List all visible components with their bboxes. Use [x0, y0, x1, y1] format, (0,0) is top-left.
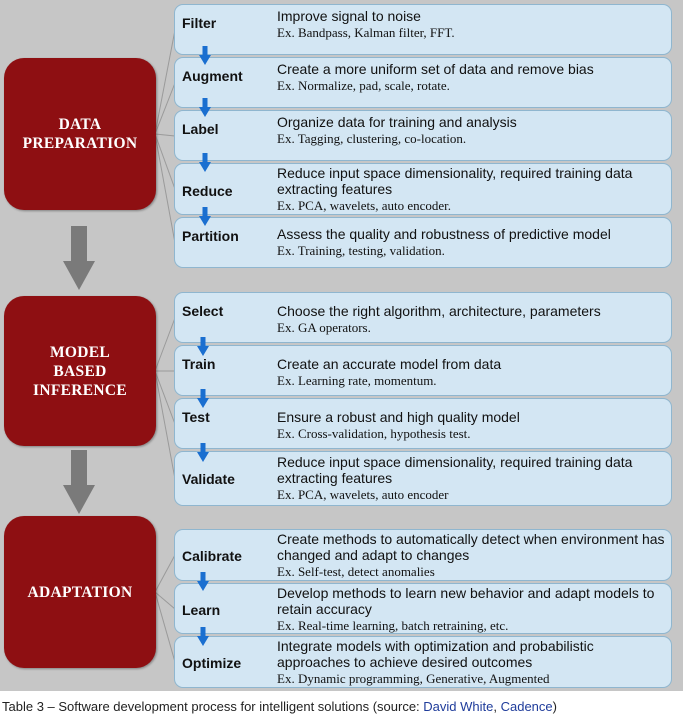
step-example: Ex. Self-test, detect anomalies	[277, 564, 435, 579]
step-example: Ex. Cross-validation, hypothesis test.	[277, 426, 471, 441]
connector-line	[155, 134, 175, 243]
step-arrow-icon	[197, 443, 209, 463]
caption-separator: ,	[493, 699, 501, 714]
step-description: Reduce input space dimensionality, required training data extracting features	[277, 454, 633, 486]
step-example: Ex. Training, testing, validation.	[277, 243, 445, 258]
step-label	[174, 110, 672, 161]
step-arrow-icon	[199, 98, 211, 118]
step-name: Calibrate	[182, 548, 242, 564]
step-arrow-icon	[197, 337, 209, 357]
step-example: Ex. Dynamic programming, Generative, Augmented	[277, 671, 550, 686]
connector-line	[155, 134, 175, 189]
step-description: Improve signal to noise	[277, 8, 421, 24]
step-select	[174, 292, 672, 343]
connector-line	[155, 83, 175, 134]
step-description: Assess the quality and robustness of predictive model	[277, 226, 611, 242]
step-name: Validate	[182, 471, 235, 487]
source-org-link[interactable]: Cadence	[500, 699, 553, 714]
flow-arrow-icon	[63, 450, 95, 514]
step-augment	[174, 57, 672, 108]
step-name: Train	[182, 356, 216, 372]
step-name: Partition	[182, 228, 239, 244]
step-example: Ex. Bandpass, Kalman filter, FFT.	[277, 25, 455, 40]
step-arrow-icon	[199, 46, 211, 66]
stage-adaptation	[4, 516, 156, 668]
step-description: Create a more uniform set of data and remove bias	[277, 61, 594, 77]
step-arrow-icon	[199, 207, 211, 227]
step-arrow-icon	[197, 572, 209, 592]
step-example: Ex. Learning rate, momentum.	[277, 373, 437, 388]
flow-arrow-icon	[63, 226, 95, 290]
step-name: Test	[182, 409, 210, 425]
step-calibrate	[174, 529, 672, 581]
step-arrow-icon	[197, 389, 209, 409]
step-name: Learn	[182, 602, 221, 618]
step-train	[174, 345, 672, 396]
step-filter	[174, 4, 672, 55]
connector-line	[155, 592, 175, 609]
caption-suffix: )	[552, 699, 557, 714]
step-name: Augment	[182, 68, 243, 84]
figure-caption	[2, 699, 557, 714]
connector-line	[155, 371, 175, 479]
connector-line	[155, 318, 175, 371]
connector-line	[155, 30, 175, 134]
step-description: Develop methods to learn new behavior and adapt models to retain accuracy	[277, 585, 655, 617]
step-description: Organize data for training and analysis	[277, 114, 517, 130]
stage-model-based-inference	[4, 296, 156, 446]
stage-title: DATA PREPARATION	[22, 116, 138, 152]
step-example: Ex. GA operators.	[277, 320, 371, 335]
step-example: Ex. PCA, wavelets, auto encoder.	[277, 198, 452, 213]
step-name: Label	[182, 121, 219, 137]
step-name: Select	[182, 303, 224, 319]
stage-data-preparation	[4, 58, 156, 210]
step-reduce	[174, 163, 672, 215]
stage-title: ADAPTATION	[27, 583, 133, 601]
step-example: Ex. Normalize, pad, scale, rotate.	[277, 78, 450, 93]
step-arrow-icon	[199, 153, 211, 173]
step-name: Filter	[182, 15, 217, 31]
caption-text: Table 3 – Software development process for intelligent solutions (source:	[2, 699, 424, 714]
step-description: Integrate models with optimization and probabilistic approaches to achieve desired outcomes	[277, 638, 594, 670]
step-test	[174, 398, 672, 449]
step-arrow-icon	[197, 627, 209, 647]
source-author-link[interactable]: David White	[423, 699, 494, 714]
step-description: Reduce input space dimensionality, required training data extracting features	[277, 165, 633, 197]
connector-line	[155, 555, 175, 592]
step-description: Create methods to automatically detect when environment has changed and adapt to changes	[277, 531, 665, 563]
step-validate	[174, 451, 672, 506]
step-name: Reduce	[182, 183, 233, 199]
step-optimize	[174, 636, 672, 688]
step-description: Create an accurate model from data	[277, 356, 502, 372]
stage-title: MODEL BASED INFERENCE	[33, 343, 127, 399]
step-example: Ex. PCA, wavelets, auto encoder	[277, 487, 449, 502]
step-learn	[174, 583, 672, 634]
connector-line	[155, 592, 175, 662]
step-example: Ex. Real-time learning, batch retraining, etc.	[277, 618, 509, 633]
connector-line	[155, 371, 175, 424]
step-example: Ex. Tagging, clustering, co-location.	[277, 131, 467, 146]
step-name: Optimize	[182, 655, 242, 671]
step-description: Ensure a robust and high quality model	[277, 409, 520, 425]
connector-line	[155, 134, 175, 136]
step-description: Choose the right algorithm, architecture, parameters	[277, 303, 601, 319]
step-partition	[174, 217, 672, 268]
